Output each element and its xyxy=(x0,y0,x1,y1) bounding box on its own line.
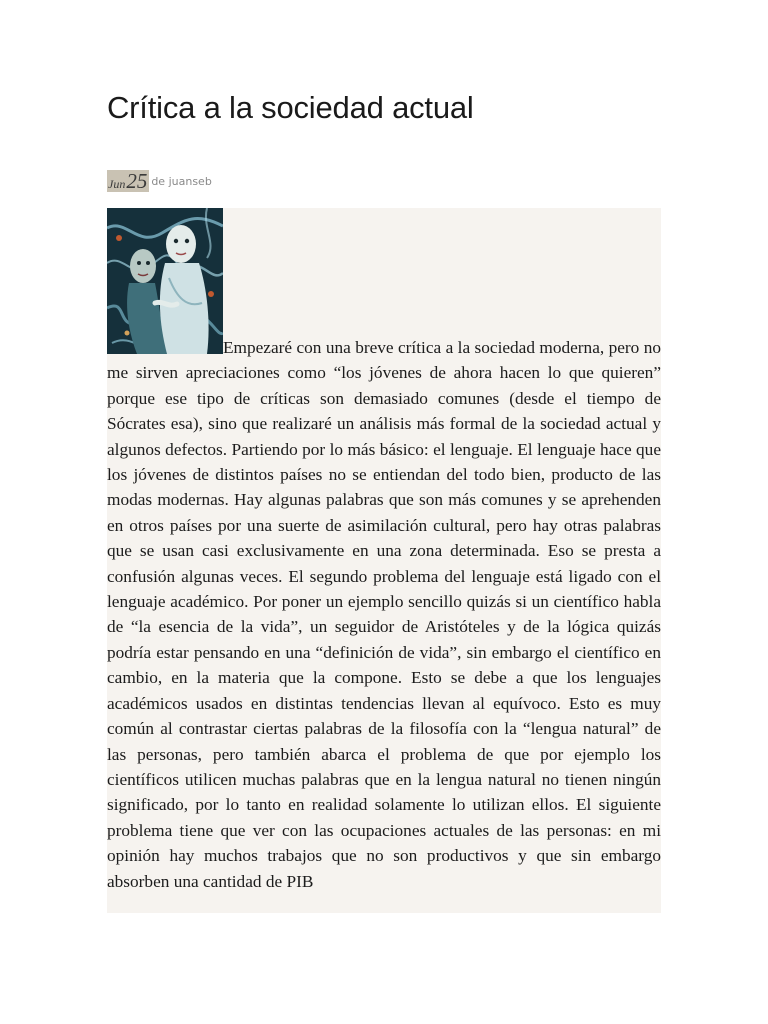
date-day: 25 xyxy=(126,169,148,193)
post-title: Crítica a la sociedad actual xyxy=(107,90,474,125)
author-line xyxy=(151,175,211,192)
article-image xyxy=(107,208,223,354)
article xyxy=(107,208,661,913)
author-link[interactable]: juanseb xyxy=(168,175,212,188)
article-text: Empezaré con una breve crítica a la sociedad moderna, pero no me sirven apreciaciones como “los jóvenes de ahora hacen lo que quieren” porque ese tipo de críticas son demasiado comunes (desde el tiempo de Sócrates esa), sino que realizaré un análisis más formal de la sociedad actual y algunos defectos. Partiendo por lo más básico: el lenguaje. El lenguaje hace que los jóvenes de distintos países no se entiendan del todo bien, producto de las modas modernas. Hay algunas palabras que son más comunes y se aprehenden en otros países por una suerte de asimilación cultural, pero hay otras palabras que se usan casi exclusivamente en una zona determinada. Eso se presta a confusión algunas veces. El segundo problema del lenguaje está ligado con el lenguaje académico. Por poner un ejemplo sencillo quizás si un científico habla de “la esencia de la vida”, un seguidor de Aristóteles y de la lógica quizás podría estar pensando en una “definición de vida”, sin embargo el científico en cambio, en la materia que la compone. Esto se debe a que los lenguajes académicos usados en distintas tendencias llevan al equívoco. Esto es muy común al contrastar ciertas palabras de la filosofía con la “lengua natural” de las personas, pero también abarca el problema de que por ejemplo los científicos utilicen muchas palabras que en la lengua natural no tienen ningún significado, por lo tanto en realidad solamente lo utilizan ellos. El siguiente problema tiene que ver con las ocupaciones actuales de las personas: en mi opinión hay muchos trabajos que no son productivos y que sin embargo absorben una cantidad de PIB xyxy=(107,338,661,891)
date-month: Jun xyxy=(108,177,126,191)
author-prefix: de xyxy=(151,175,166,188)
date-badge xyxy=(107,170,149,192)
post-meta xyxy=(107,168,212,192)
